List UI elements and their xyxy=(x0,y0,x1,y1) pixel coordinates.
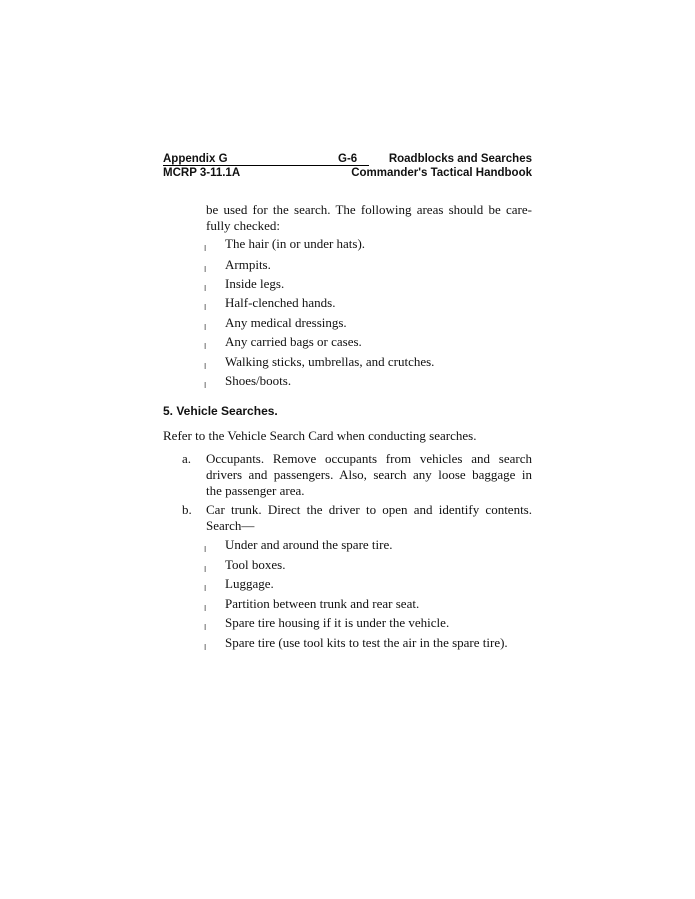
list-item: Walking sticks, umbrellas, and crutches. xyxy=(225,354,435,369)
bullet-icon: l xyxy=(204,565,207,574)
list-item: Luggage. xyxy=(225,576,274,591)
header-page-number: G-6 xyxy=(338,153,358,165)
subitem-line: the passenger area. xyxy=(206,483,305,498)
section-heading: 5. Vehicle Searches. xyxy=(163,404,278,418)
list-item: Under and around the spare tire. xyxy=(225,537,393,552)
header-appendix: Appendix G xyxy=(163,153,228,165)
list-item: Any medical dressings. xyxy=(225,315,347,330)
bullet-icon: l xyxy=(204,342,207,351)
bullet-icon: l xyxy=(204,265,207,274)
header-publication-id: MCRP 3-11.1A xyxy=(163,167,241,179)
bullet-icon: l xyxy=(204,244,207,253)
bullet-icon: l xyxy=(204,545,207,554)
bullet-icon: l xyxy=(204,623,207,632)
bullet-icon: l xyxy=(204,604,207,613)
bullet-icon: l xyxy=(204,284,207,293)
bullet-icon: l xyxy=(204,323,207,332)
list-item: The hair (in or under hats). xyxy=(225,236,366,251)
list-item: Armpits. xyxy=(225,257,271,272)
subitem-marker: a. xyxy=(182,451,192,466)
intro-line-2: fully checked: xyxy=(206,218,280,233)
subitem-line: Car trunk. Direct the driver to open and identify contents. xyxy=(206,502,532,517)
list-item: Any carried bags or cases. xyxy=(225,334,362,349)
running-header-top xyxy=(163,152,532,166)
list-item: Spare tire (use tool kits to test the air in the spare tire). xyxy=(225,635,508,650)
header-book-title: Commander's Tactical Handbook xyxy=(351,167,532,179)
bullet-icon: l xyxy=(204,381,207,390)
subitem-line: Search— xyxy=(206,518,255,533)
intro-line-1: be used for the search. The following areas should be care- xyxy=(206,202,532,217)
list-item: Spare tire housing if it is under the vehicle. xyxy=(225,615,450,630)
bullet-icon: l xyxy=(204,303,207,312)
section-lead: Refer to the Vehicle Search Card when conducting searches. xyxy=(163,428,477,443)
bullet-icon: l xyxy=(204,362,207,371)
subitem-line: Occupants. Remove occupants from vehicles and search xyxy=(206,451,532,466)
list-item: Partition between trunk and rear seat. xyxy=(225,596,420,611)
list-item: Tool boxes. xyxy=(225,557,286,572)
subitem-marker: b. xyxy=(182,502,192,517)
bullet-icon: l xyxy=(204,643,207,652)
running-header-bottom xyxy=(163,166,532,180)
list-item: Inside legs. xyxy=(225,276,285,291)
header-chapter-title: Roadblocks and Searches xyxy=(388,153,532,165)
list-item: Half-clenched hands. xyxy=(225,295,336,310)
subitem-line: drivers and passengers. Also, search any loose baggage in xyxy=(206,467,532,482)
list-item: Shoes/boots. xyxy=(225,373,292,388)
bullet-icon: l xyxy=(204,584,207,593)
